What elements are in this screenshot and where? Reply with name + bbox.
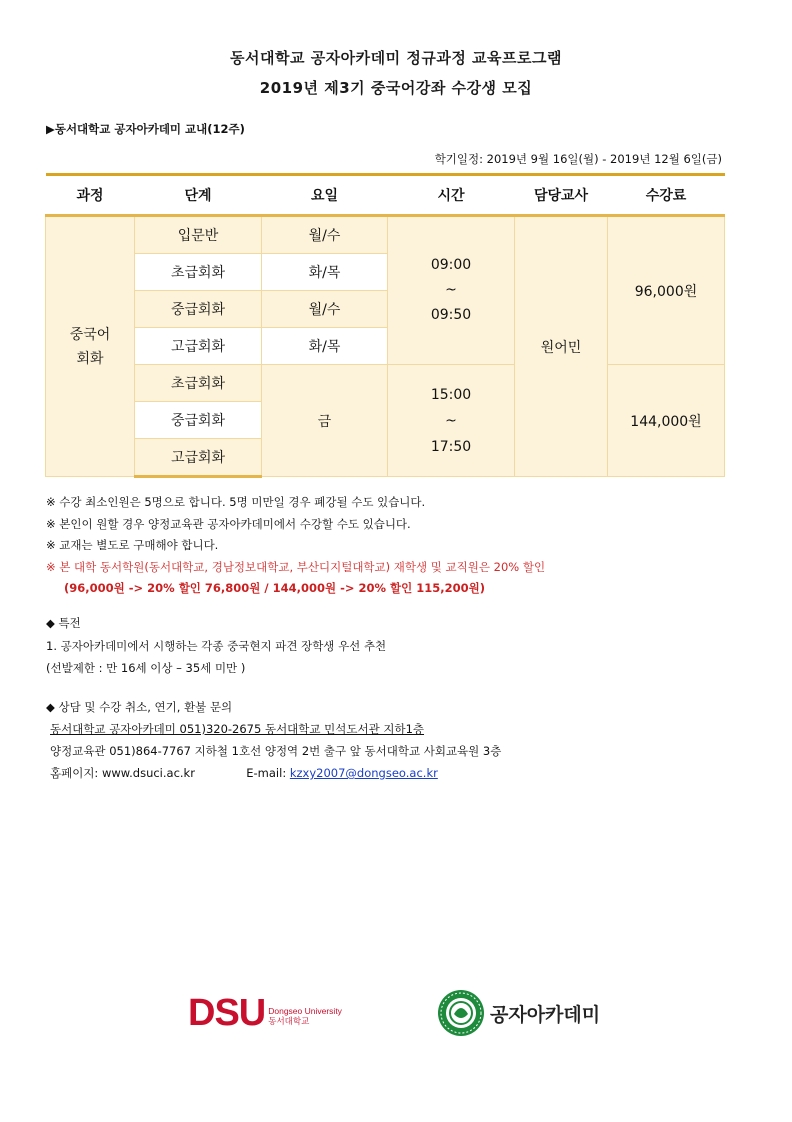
- homepage-label: 홈페이지: www.dsuci.ac.kr: [50, 766, 195, 780]
- header-level: 단계: [135, 175, 262, 216]
- teacher-cell: 원어민: [515, 216, 608, 477]
- header-course: 과정: [46, 175, 135, 216]
- header-fee: 수강료: [608, 175, 725, 216]
- benefit-block: [46, 612, 386, 678]
- day-cell-friday: 금: [262, 365, 388, 477]
- time-block-1: 09:00 ~ 09:50: [430, 257, 472, 323]
- benefit-item: 1. 공자아카데미에서 시행하는 각종 중국현지 파견 장학생 우선 추천: [46, 639, 387, 653]
- dsu-logo-english: Dongseo University: [268, 1006, 342, 1016]
- contact-block: [46, 696, 501, 784]
- header-day: 요일: [262, 175, 388, 216]
- section-heading: ▶동서대학교 공자아카데미 교내(12주): [46, 122, 245, 136]
- email-label: E-mail:: [246, 766, 287, 780]
- fee-cell-1: 96,000원: [608, 216, 725, 365]
- day-cell: 월/수: [262, 216, 388, 254]
- day-cell: 화/목: [262, 328, 388, 365]
- note-textbook: ※ 교재는 별도로 구매해야 합니다.: [46, 538, 219, 552]
- course-table: [45, 173, 725, 478]
- dsu-logo-mark: DSU: [188, 992, 266, 1034]
- level-cell: 초급회화: [135, 254, 262, 291]
- document-title-line1: 동서대학교 공자아카데미 정규과정 교육프로그램: [230, 49, 562, 67]
- level-cell: 중급회화: [135, 402, 262, 439]
- benefit-condition: (선발제한 : 만 16세 이상 – 35세 미만 ): [46, 661, 246, 675]
- fee-cell-2: 144,000원: [608, 365, 725, 477]
- contact-main-campus: 동서대학교 공자아카데미 051)320-2675 동서대학교 민석도서관 지하1층: [50, 722, 425, 736]
- time-cell-2: [388, 365, 515, 477]
- note-alt-location: ※ 본인이 원할 경우 양정교육관 공자아카데미에서 수강할 수도 있습니다.: [46, 516, 411, 531]
- header-time: 시간: [388, 175, 515, 216]
- time-block-2: 15:00 ~ 17:50: [430, 386, 472, 455]
- level-cell: 고급회화: [135, 439, 262, 477]
- document-title-line2: 2019년 제3기 중국어강좌 수강생 모집: [259, 79, 533, 97]
- table-row: [46, 216, 725, 254]
- contact-web: [46, 762, 501, 784]
- semester-schedule: 학기일정: 2019년 9월 16일(월) - 2019년 12월 6일(금): [434, 152, 722, 166]
- academy-logo-text: 공자아카데미: [490, 1003, 601, 1026]
- level-cell: 고급회화: [135, 328, 262, 365]
- notes-block: [46, 492, 545, 600]
- table-header-row: [46, 175, 725, 216]
- level-cell: 입문반: [135, 216, 262, 254]
- contact-yangjeong: 양정교육관 051)864-7767 지하철 1호선 양정역 2번 출구 앞 동서대학교 사회교육원 3층: [50, 744, 502, 758]
- benefit-heading: ◆ 특전: [46, 616, 81, 630]
- level-cell: 중급회화: [135, 291, 262, 328]
- time-cell-1: [388, 216, 515, 365]
- dsu-logo: [188, 994, 342, 1032]
- day-cell: 월/수: [262, 291, 388, 328]
- course-cell: [46, 216, 135, 477]
- academy-emblem-icon: [436, 988, 486, 1038]
- header-teacher: 담당교사: [515, 175, 608, 216]
- email-link[interactable]: kzxy2007@dongseo.ac.kr: [289, 766, 438, 780]
- note-discount: ※ 본 대학 동서학원(동서대학교, 경남정보대학교, 부산디지털대학교) 재학생 및 교직원은 20% 할인: [46, 559, 546, 574]
- day-cell: 화/목: [262, 254, 388, 291]
- level-cell: 초급회화: [135, 365, 262, 402]
- course-name: 중국어 회화: [69, 326, 111, 367]
- note-discount-detail: (96,000원 -> 20% 할인 76,800원 / 144,000원 -> 20% 할인 115,200원): [64, 581, 486, 595]
- contact-heading: ◆ 상담 및 수강 취소, 연기, 환불 문의: [46, 700, 233, 714]
- note-min-enrollment: ※ 수강 최소인원은 5명으로 합니다. 5명 미만일 경우 폐강될 수도 있습니다.: [46, 495, 426, 509]
- confucius-academy-logo: [436, 988, 600, 1038]
- table-row: [46, 365, 725, 402]
- dsu-logo-korean: 동서대학교: [268, 1017, 310, 1027]
